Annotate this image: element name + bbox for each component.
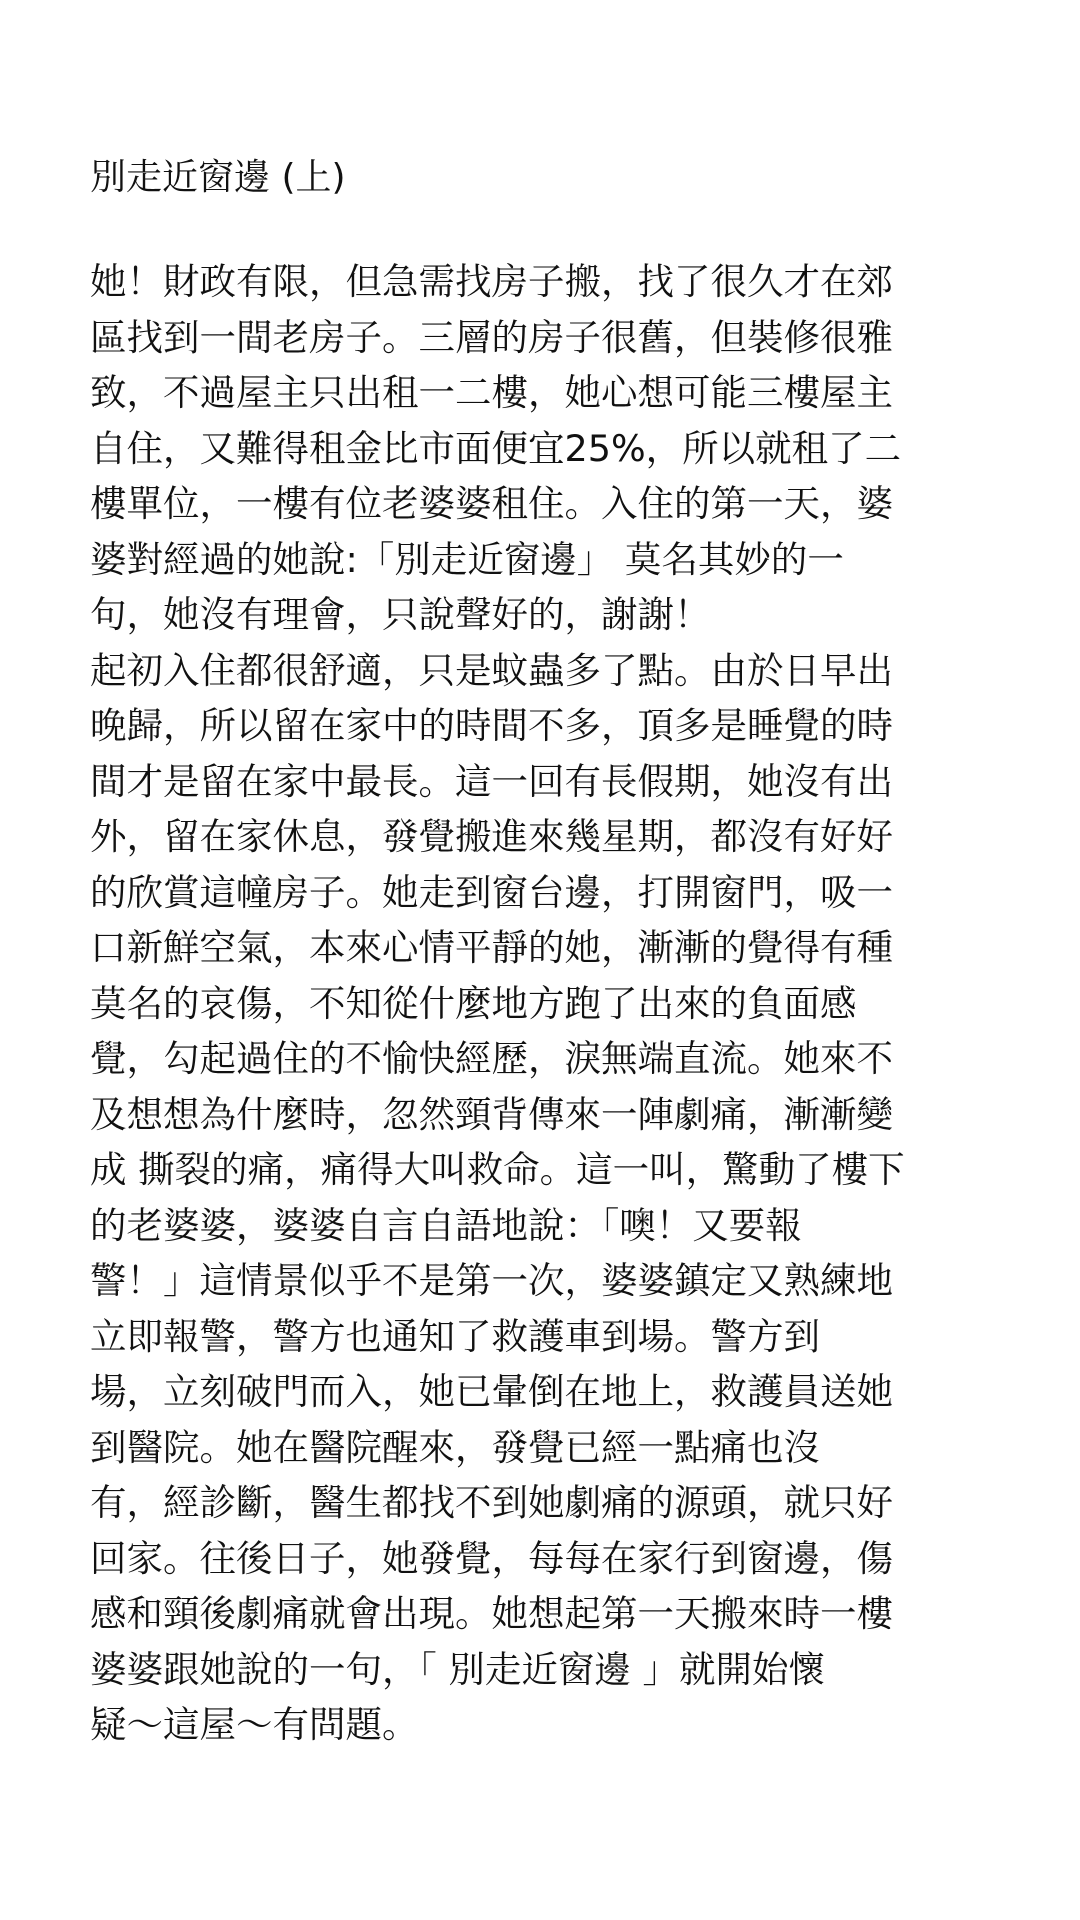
text-line: 莫名的哀傷，不知從什麼地方跑了出來的負面感 (90, 981, 857, 1025)
text-line: 警！」這情景似乎不是第一次，婆婆鎮定又熟練地 (90, 1259, 893, 1302)
text-line: 致，不過屋主只出租一二樓，她心想可能三樓屋主 (90, 371, 893, 414)
text-line: 起初入住都很舒適，只是蚊蟲多了點。由於日早出 (90, 648, 893, 692)
text-line: 有，經診斷，醫生都找不到她劇痛的源頭，就只好 (90, 1481, 893, 1524)
text-line: 口新鮮空氣，本來心情平靜的她，漸漸的覺得有種 (90, 926, 893, 969)
text-line: 她！財政有限，但急需找房子搬，找了很久才在郊 (90, 260, 893, 303)
text-line: 到醫院。她在醫院醒來，發覺已經一點痛也沒 (90, 1425, 820, 1469)
text-line: 疑～這屋～有問題。 (90, 1703, 419, 1746)
text-line: 句，她沒有理會，只說聲好的，謝謝！ (90, 593, 711, 636)
text-line: 感和頸後劇痛就會出現。她想起第一天搬來時一樓 (90, 1592, 893, 1635)
text-line: 自住，又難得租金比市面便宜25%，所以就租了二 (90, 426, 902, 470)
text-line: 區找到一間老房子。三層的房子很舊，但裝修很雅 (90, 315, 893, 359)
text-line: 間才是留在家中最長。這一回有長假期，她沒有出 (90, 759, 893, 803)
text-line: 的欣賞這幢房子。她走到窗台邊，打開窗門，吸一 (90, 870, 893, 914)
text-line: 的老婆婆，婆婆自言自語地說：「噢！又要報 (90, 1203, 802, 1247)
text-line: 覺，勾起過住的不愉快經歷，淚無端直流。她來不 (90, 1037, 893, 1080)
text-line: 成 撕裂的痛，痛得大叫救命。這一叫，驚動了樓下 (90, 1148, 905, 1191)
text-line: 外，留在家休息，發覺搬進來幾星期，都沒有好好 (90, 815, 893, 858)
text-line: 樓單位，一樓有位老婆婆租住。入住的第一天，婆 (90, 482, 893, 525)
text-line: 立即報警，警方也通知了救護車到場。警方到 (90, 1314, 820, 1358)
text-line: 場，立刻破門而入，她已暈倒在地上，救護員送她 (90, 1370, 893, 1413)
text-line: 及想想為什麼時，忽然頸背傳來一陣劇痛，漸漸變 (90, 1092, 893, 1136)
text-line: 晚歸，所以留在家中的時間不多，頂多是睡覺的時 (90, 704, 893, 747)
text-line: 婆對經過的她說:「別走近窗邊」 莫名其妙的一 (90, 537, 844, 581)
text-line: 回家。往後日子，她發覺，每每在家行到窗邊，傷 (90, 1536, 893, 1580)
story-body (90, 254, 990, 1753)
document (90, 150, 990, 1753)
document-title: 別走近窗邊 (上) (90, 157, 346, 198)
text-line: 婆婆跟她說的一句，「 別走近窗邊 」就開始懷 (90, 1647, 825, 1691)
